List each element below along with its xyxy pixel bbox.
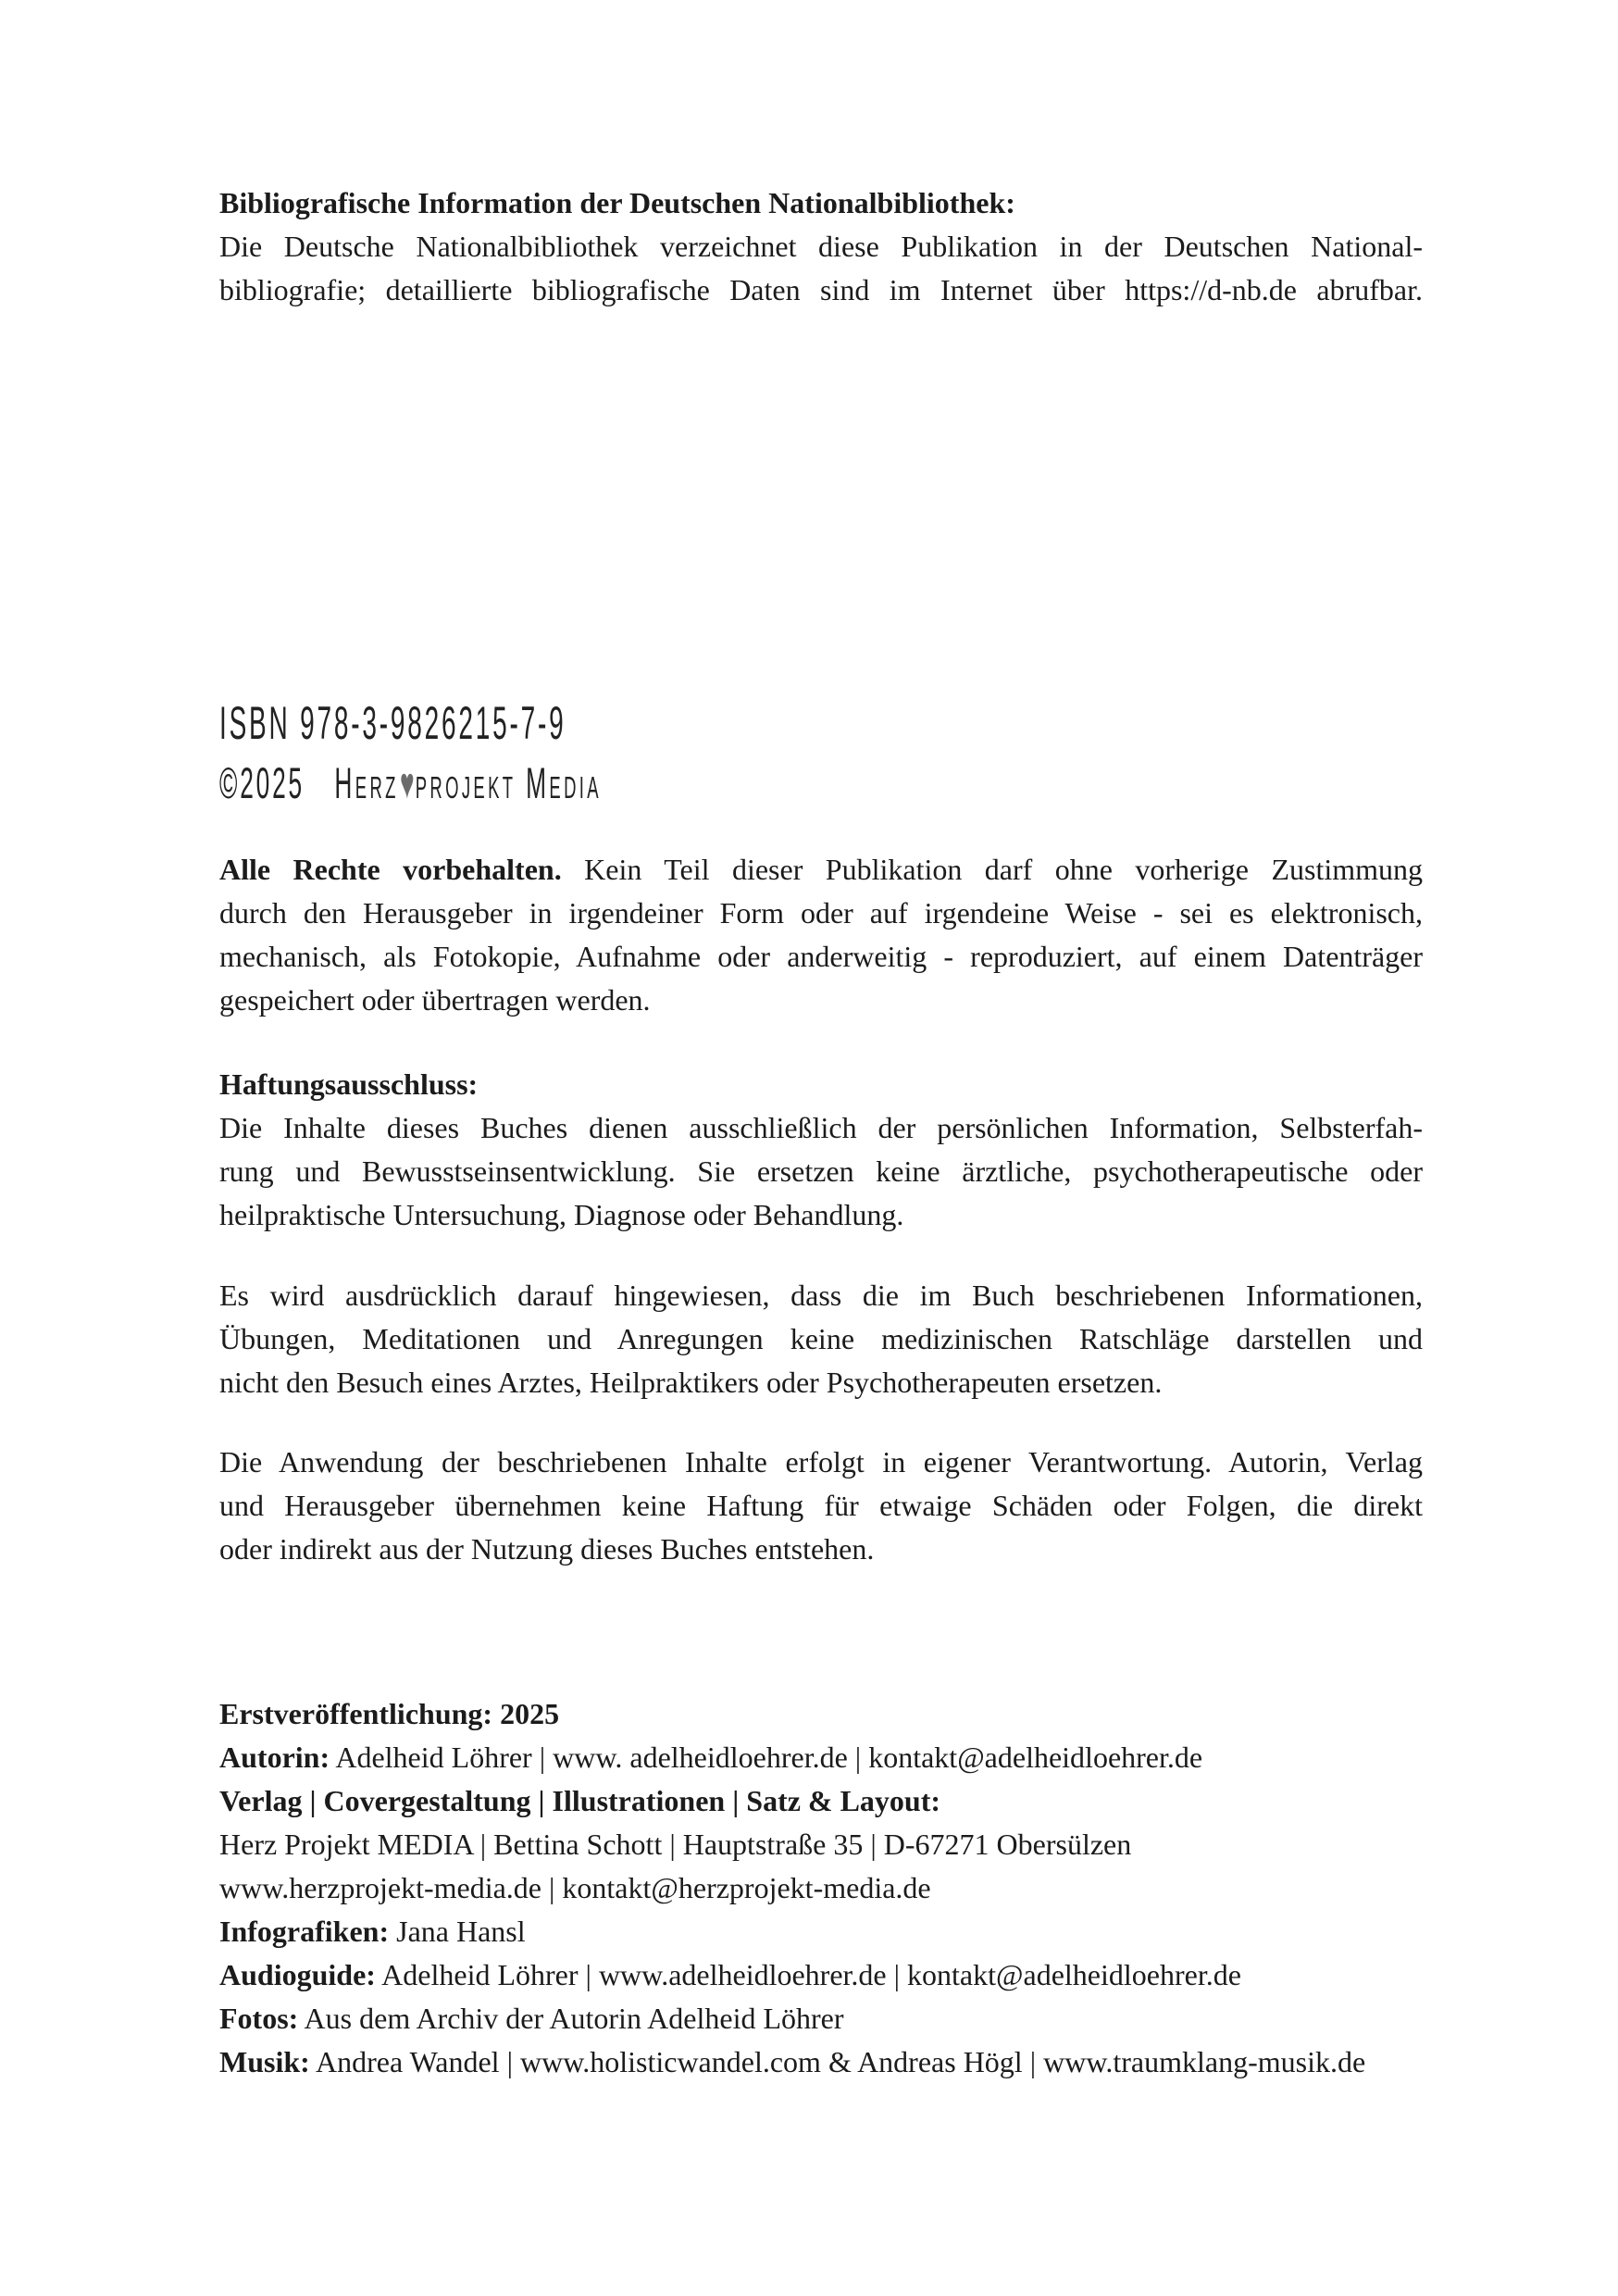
body-text: Adelheid Löhrer | www.adelheidloehrer.de | kontakt@adelheidloehrer.de: [375, 1958, 1241, 1991]
body-text: und Herausgeber übernehmen keine Haftung für etwaige Schäden oder Folgen, die direkt: [219, 1489, 1423, 1522]
text-line: [219, 1823, 1423, 1866]
text-line: [219, 1910, 1423, 1953]
bold-text: Fotos:: [219, 2002, 299, 2035]
text-line: [219, 1150, 1423, 1193]
text-line: [219, 2040, 1423, 2084]
medical-notice: [219, 1274, 1423, 1404]
text-line: [219, 979, 1423, 1022]
bold-text: Verlag | Covergestaltung | Illustrationen | Satz & Layout:: [219, 1784, 941, 1817]
body-text: nicht den Besuch eines Arztes, Heilpraktikers oder Psychotherapeuten ersetzen.: [219, 1366, 1163, 1399]
text-line: [219, 935, 1423, 979]
text-line: [219, 1063, 1423, 1106]
body-text: Aus dem Archiv der Autorin Adelheid Löhrer: [298, 2002, 844, 2035]
body-text: Die Inhalte dieses Buches dienen ausschließlich der persönlichen Information, Selbsterfah-: [219, 1111, 1423, 1144]
text-line: [219, 1441, 1423, 1484]
bold-text: Erstveröffentlichung: 2025: [219, 1697, 560, 1730]
text-line: [219, 1736, 1423, 1779]
body-text: Übungen, Meditationen und Anregungen keine medizinischen Ratschläge darstellen und: [219, 1322, 1423, 1355]
credits: [219, 1692, 1423, 2084]
copyright-year: ©2025: [219, 758, 305, 807]
body-text: Andrea Wandel | www.holisticwandel.com & Andreas Högl | www.traumklang-musik.de: [309, 2045, 1366, 2078]
bibliographic-note: [219, 181, 1423, 312]
bold-text: Audioguide:: [219, 1958, 376, 1991]
bold-text: Alle Rechte vorbehalten.: [219, 853, 562, 886]
text-line: [219, 268, 1423, 312]
liability-disclaimer: [219, 1063, 1423, 1237]
rights-paragraph: [219, 848, 1423, 1022]
text-line: [219, 181, 1423, 225]
body-text: Adelheid Löhrer | www. adelheidloehrer.de | kontakt@adelheidloehrer.de: [330, 1741, 1203, 1774]
bold-text: Bibliografische Information der Deutschen Nationalbibliothek:: [219, 186, 1015, 219]
body-text: Kein Teil dieser Publikation darf ohne vorherige Zustimmung: [561, 853, 1424, 886]
copyright-line: [219, 757, 902, 808]
body-text: Die Deutsche Nationalbibliothek verzeichnet diese Publikation in der Deutschen National-: [219, 230, 1423, 263]
body-text: Herz Projekt MEDIA | Bettina Schott | Hauptstraße 35 | D-67271 Obersülzen: [219, 1828, 1132, 1861]
bold-text: Musik:: [219, 2045, 310, 2078]
brand-text-post: projekt Media: [415, 758, 602, 807]
text-line: [219, 1779, 1423, 1823]
isbn-text: ISBN 978-3-9826215-7-9: [219, 697, 566, 749]
heart-icon: ♥: [399, 758, 415, 807]
body-text: Es wird ausdrücklich darauf hingewiesen, dass die im Buch beschriebenen Informationen,: [219, 1279, 1423, 1312]
bold-text: Autorin:: [219, 1741, 330, 1774]
body-text: oder indirekt aus der Nutzung dieses Buches entstehen.: [219, 1532, 875, 1566]
isbn-line: [219, 696, 839, 750]
body-text: bibliografie; detaillierte bibliografische Daten sind im Internet über https://d-nb.de abrufbar.: [219, 273, 1423, 306]
text-line: [219, 1997, 1423, 2040]
text-line: [219, 848, 1423, 892]
text-line: [219, 1106, 1423, 1150]
body-text: Die Anwendung der beschriebenen Inhalte erfolgt in eigener Verantwortung. Autorin, Verlag: [219, 1445, 1423, 1479]
bold-text: Haftungsausschluss:: [219, 1067, 479, 1101]
text-line: [219, 1193, 1423, 1237]
bold-text: Infografiken:: [219, 1915, 390, 1948]
body-text: Jana Hansl: [389, 1915, 526, 1948]
publisher-brand: [334, 758, 602, 807]
body-text: heilpraktische Untersuchung, Diagnose oder Behandlung.: [219, 1198, 904, 1231]
body-text: gespeichert oder übertragen werden.: [219, 983, 651, 1017]
text-line: [219, 1317, 1423, 1361]
body-text: rung und Bewusstseinsentwicklung. Sie ersetzen keine ärztliche, psychotherapeutische oder: [219, 1154, 1423, 1188]
text-line: [219, 225, 1423, 268]
body-text: mechanisch, als Fotokopie, Aufnahme oder anderweitig - reproduziert, auf einem Datenträger: [219, 940, 1423, 973]
text-line: [219, 1866, 1423, 1910]
text-line: [219, 1361, 1423, 1404]
responsibility-paragraph: [219, 1441, 1423, 1571]
text-line: [219, 1692, 1423, 1736]
brand-text-pre: Herz: [334, 758, 399, 807]
text-line: [219, 1274, 1423, 1317]
text-line: [219, 892, 1423, 935]
text-line: [219, 1484, 1423, 1528]
body-text: www.herzprojekt-media.de | kontakt@herzprojekt-media.de: [219, 1871, 931, 1904]
text-line: [219, 1953, 1423, 1997]
body-text: durch den Herausgeber in irgendeiner Form oder auf irgendeine Weise - sei es elektronisch,: [219, 896, 1423, 930]
text-line: [219, 1528, 1423, 1571]
